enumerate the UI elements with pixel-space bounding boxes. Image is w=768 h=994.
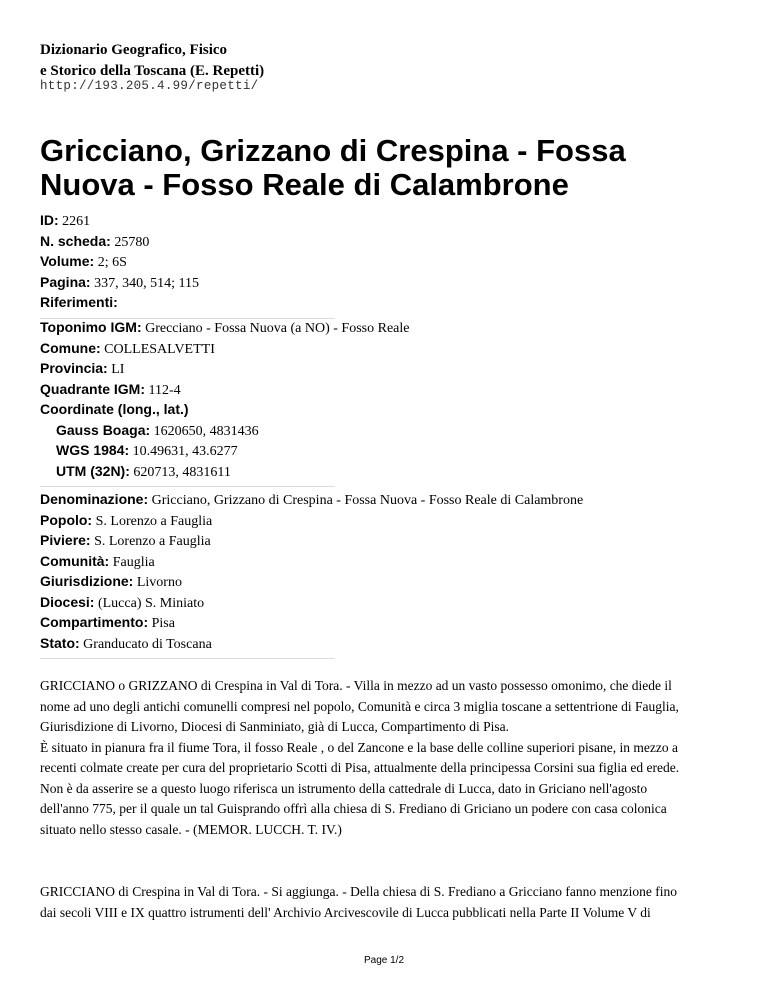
text-line: È situato in pianura fra il fiume Tora, il fosso Reale , o del Zancone e la base delle colline superiori pisane, in mezzo a	[40, 739, 678, 755]
text-line: nome ad uno degli antichi comunelli compresi nel popolo, Comunità e circa 3 miglia toscane a settentrione di Fauglia,	[40, 698, 679, 714]
text-line: Non è da asserire se a questo luogo riferisca un istrumento della cattedrale di Lucca, dato in Griciano nell'agosto	[40, 780, 648, 796]
field-comunita: Comunità: Fauglia	[40, 552, 155, 570]
record-info-block	[40, 211, 340, 324]
page-title-line-2: Nuova - Fosso Reale di Calambrone	[40, 167, 569, 202]
field-piviere: Piviere: S. Lorenzo a Fauglia	[40, 532, 211, 549]
site-title-line-1: Dizionario Geografico, Fisico	[40, 42, 228, 58]
site-url[interactable]: http://193.205.4.99/repetti/	[40, 79, 259, 93]
text-line: Giurisdizione di Livorno, Diocesi di Sanminiato, già di Lucca, Compartimento di Pisa.	[40, 719, 510, 734]
field-quadrante: Quadrante IGM: 112-4	[40, 380, 181, 398]
page-title	[40, 134, 730, 202]
field-gauss-boaga: Gauss Boaga: 1620650, 4831436	[56, 421, 259, 439]
text-line: GRICCIANO di Crespina in Val di Tora. - Si aggiunga. - Della chiesa di S. Frediano a Gricciano fanno menzione fino	[40, 884, 678, 899]
field-provincia: Provincia: LI	[40, 360, 125, 377]
field-scheda: N. scheda: 25780	[40, 232, 150, 250]
field-toponimo: Toponimo IGM: Grecciano - Fossa Nuova (a NO) - Fosso Reale	[40, 319, 410, 336]
page-number: Page 1/2	[363, 955, 405, 966]
field-popolo: Popolo: S. Lorenzo a Fauglia	[40, 511, 213, 529]
field-volume: Volume: 2; 6S	[40, 253, 127, 270]
field-utm: UTM (32N): 620713, 4831611	[56, 462, 231, 480]
text-line: GRICCIANO o GRIZZANO di Crespina in Val di Tora. - Villa in mezzo ad un vasto possesso omonimo, che diede il	[40, 678, 672, 693]
text-line: recenti colmate create per cura del proprietario Scotti di Pisa, attualmente della principessa Corsini sua figlia ed erede.	[40, 760, 680, 775]
text-line: dai secoli VIII e IX quattro istrumenti dell' Archivio Arcivescovile di Lucca pubblicati nella Parte II Volume V di	[40, 904, 651, 920]
text-line: situato nello stesso casale. - (MEMOR. LUCCH. T. IV.)	[40, 821, 342, 837]
historic-info-block	[40, 490, 730, 664]
text-line: dell'anno 775, per il quale un tal Guisprando offrì alla chiesa di S. Frediano di Griciano un podere con casa colonica	[40, 801, 667, 816]
field-id: ID: 2261	[40, 212, 91, 229]
body-paragraph-1	[40, 676, 730, 840]
field-denominazione: Denominazione: Gricciano, Grizzano di Crespina - Fossa Nuova - Fosso Reale di Calambrone	[40, 491, 584, 508]
divider	[40, 486, 335, 487]
body-paragraph-2	[40, 882, 730, 923]
field-compartimento: Compartimento: Pisa	[40, 614, 175, 631]
geo-info-block	[40, 318, 410, 492]
field-riferimenti: Riferimenti:	[40, 294, 118, 310]
site-title	[40, 40, 264, 82]
field-diocesi: Diocesi: (Lucca) S. Miniato	[40, 593, 205, 611]
field-giurisdizione: Giurisdizione: Livorno	[40, 573, 182, 590]
field-wgs-1984: WGS 1984: 10.49631, 43.6277	[56, 442, 238, 459]
field-coordinate: Coordinate (long., lat.)	[40, 401, 189, 417]
field-pagina: Pagina: 337, 340, 514; 115	[40, 273, 199, 291]
field-stato: Stato: Granducato di Toscana	[40, 634, 212, 652]
divider	[40, 658, 335, 659]
page-title-line-1: Gricciano, Grizzano di Crespina - Fossa	[40, 133, 626, 168]
field-comune: Comune: COLLESALVETTI	[40, 339, 215, 357]
site-title-line-2: e Storico della Toscana (E. Repetti)	[40, 63, 265, 79]
